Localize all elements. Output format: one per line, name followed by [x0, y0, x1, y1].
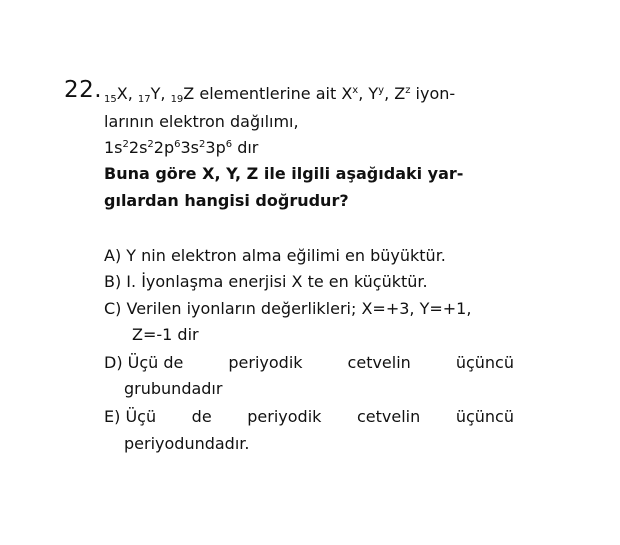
option-e-word: cetvelin — [356, 407, 421, 426]
option-b[interactable]: B) I. İyonlaşma enerjisi X te en küçüktür. — [104, 272, 428, 291]
option-e-word: de — [191, 407, 212, 426]
element-x-text: X, — [116, 84, 138, 103]
option-e-word: üçüncü — [455, 407, 514, 426]
charge-x: x — [352, 85, 359, 96]
electron-configuration — [104, 138, 258, 157]
atomic-number-x: 15 — [104, 94, 117, 105]
option-d[interactable] — [104, 353, 514, 372]
exponent-2p: 6 — [174, 139, 181, 150]
question-line-2: larının elektron dağılımı, — [104, 112, 299, 131]
orbital-1s: 1s — [104, 138, 123, 157]
question-prompt-line-2: gılardan hangisi doğrudur? — [104, 191, 349, 210]
question-intro-line — [104, 84, 455, 105]
exponent-2s: 2 — [147, 139, 154, 150]
element-y-text: Y, — [150, 84, 171, 103]
ion-separator-2: , Z — [384, 84, 406, 103]
option-e-word: periyodik — [247, 407, 322, 426]
charge-z: z — [405, 85, 411, 96]
orbital-2p: 2p — [153, 138, 175, 157]
exponent-1s: 2 — [122, 139, 129, 150]
option-d-continuation: grubundadır — [124, 379, 223, 398]
orbital-2s: 2s — [128, 138, 148, 157]
option-c-continuation: Z=-1 dir — [132, 325, 199, 344]
atomic-number-y: 17 — [137, 94, 151, 105]
option-d-word: cetvelin — [347, 353, 411, 372]
option-d-word: D) Üçü de — [104, 353, 184, 372]
option-c[interactable]: C) Verilen iyonların değerlikleri; X=+3, Y=+1, — [104, 299, 472, 318]
charge-y: y — [378, 85, 385, 96]
ion-separator-1: , Y — [358, 84, 379, 103]
exponent-3s: 2 — [199, 139, 206, 150]
option-a[interactable]: A) Y nin elektron alma eğilimi en büyüktür. — [104, 246, 446, 265]
orbital-3p: 3p — [205, 138, 226, 157]
option-d-word: üçüncü — [455, 353, 514, 372]
option-e-word: E) Üçü — [104, 407, 157, 426]
exponent-3p: 6 — [225, 139, 233, 150]
orbital-3s: 3s — [180, 138, 200, 157]
question-number: 22. — [64, 77, 103, 103]
option-e[interactable] — [104, 407, 514, 426]
config-tail: dır — [232, 138, 259, 157]
element-z-text: Z elementlerine ait X — [183, 84, 353, 103]
question-prompt-line-1: Buna göre X, Y, Z ile ilgili aşağıdaki yar- — [104, 164, 464, 183]
option-d-word: periyodik — [228, 353, 303, 372]
option-e-continuation: periyodundadır. — [124, 434, 250, 453]
intro-tail: iyon- — [410, 84, 456, 103]
atomic-number-z: 19 — [170, 94, 184, 105]
